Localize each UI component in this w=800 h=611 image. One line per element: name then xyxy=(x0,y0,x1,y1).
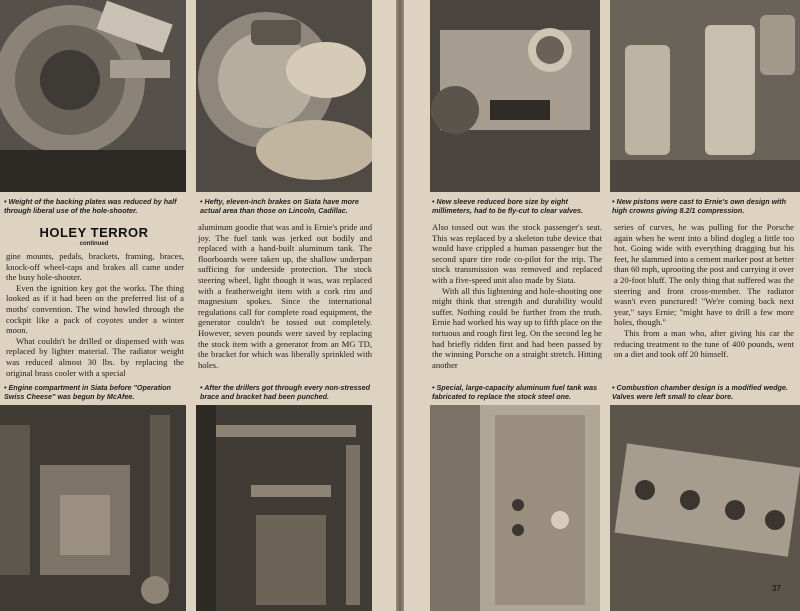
left-page xyxy=(0,0,396,611)
article-subtitle: continued xyxy=(79,241,109,247)
text-column-2 xyxy=(198,222,372,370)
page-gutter xyxy=(396,0,404,611)
cylinder-head-photo xyxy=(610,405,800,611)
col4-paragraph-1: series of curves, he was pulling for the Porsche again when he went into a blind dogleg a little too hot. Going wide with everything dragging but his feet, he slammed into a cement marker post at better than 60 mph, uprooting the post and carrying it over a 20-foot bluff. The only thing that suffered was the steering and front cross-member. The radiator wasn't even punctured! "We're coming back next year," says Ernie; "might have to drill a few more holes, though." xyxy=(614,222,794,328)
text-column-1 xyxy=(6,251,184,378)
col2-paragraph-1: aluminum goodie that was and is Ernie's pride and joy. The fuel tank was jerked out bodily and replaced with a hand-built aluminum tank. The floorboards were taken up, the shallow underpan sufficing for underside protection. The stock steering wheel, light though it was, was replaced with a featherweight item with a cork rim and magnesium spokes. Since the international regulations call for complete road equipment, the generator couldn't be tossed out completely. However, seven pounds were saved by replacing the stock item with a generator from an MG TD, the bracket for which was liberally sprinkled with holes. xyxy=(198,222,372,370)
right-page xyxy=(404,0,800,611)
pistons-photo xyxy=(610,0,800,192)
text-column-4 xyxy=(614,222,794,360)
caption-fuel-tank: • Special, large-capacity aluminum fuel tank was fabricated to replace the stock steel one. xyxy=(432,383,598,401)
caption-engine-after: • After the drillers got through every non-stressed brace and bracket had been punched. xyxy=(200,383,370,401)
caption-new-sleeve: • New sleeve reduced bore size by eight millimeters, had to be fly-cut to clear valves. xyxy=(432,197,583,215)
engine-compartment-before-photo xyxy=(0,405,186,611)
col3-paragraph-2: With all this lightening and hole-shooting one might think that strength and durability would suffer. Nothing could be further from the truth. Ernie had worked his way up to fifth place on the tortuous and rough first leg. On the second leg he had briefly ridden first and had been passed by the winning Porsche on a straight stretch. Hitting another xyxy=(432,285,602,370)
caption-eleven-inch-brakes: • Hefty, eleven-inch brakes on Siata have more actual area than those on Lincoln, Cadillac. xyxy=(200,197,359,215)
caption-engine-before: • Engine compartment in Siata before "Operation Swiss Cheese" was begun by McAfee. xyxy=(4,383,171,401)
caption-new-pistons: • New pistons were cast to Ernie's own design with high crowns giving 8.2/1 compression. xyxy=(612,197,786,215)
col1-paragraph-2: Even the ignition key got the works. The thing looked as if it had been on the preferred list of a moths' convention. The wind howled through the cockpit like a pack of coyotes under a winter moon. xyxy=(6,282,184,336)
col1-paragraph-3: What couldn't be drilled or dispensed with was replaced by lighter material. The radiator weight was reduced almost 30 lbs. by replacing the original brass cooler with a special xyxy=(6,335,184,378)
article-title: HOLEY TERROR xyxy=(39,225,149,240)
col1-paragraph-1: gine mounts, pedals, brackets, framing, braces, knock-off wheel-caps and brakes all came under the busy hole-shooter. xyxy=(6,251,184,283)
caption-backing-plates: • Weight of the backing plates was reduced by half through liberal use of the hole-shooter. xyxy=(4,197,177,215)
col3-paragraph-1: Also tossed out was the stock passenger's seat. This was replaced by a skeleton tube device that would have crippled a human passenger but the second spare tire rode co-pilot for the trip. The stock transmission was removed and replaced with a five-speed unit also made by Siata. xyxy=(432,222,602,285)
text-column-3 xyxy=(432,222,602,370)
engine-compartment-after-photo xyxy=(196,405,372,611)
caption-combustion-chamber: • Combustion chamber design is a modified wedge. Valves were left small to clear bore. xyxy=(612,383,788,401)
col4-paragraph-2: This from a man who, after giving his car the reducing treatment to the tune of 400 pounds, went on a diet and took off 20 himself. xyxy=(614,327,794,360)
engine-block-photo xyxy=(430,0,600,192)
page-number: 37 xyxy=(772,584,781,593)
hand-brake-photo xyxy=(196,0,372,192)
brake-drum-photo xyxy=(0,0,186,192)
fuel-tank-photo xyxy=(430,405,600,611)
